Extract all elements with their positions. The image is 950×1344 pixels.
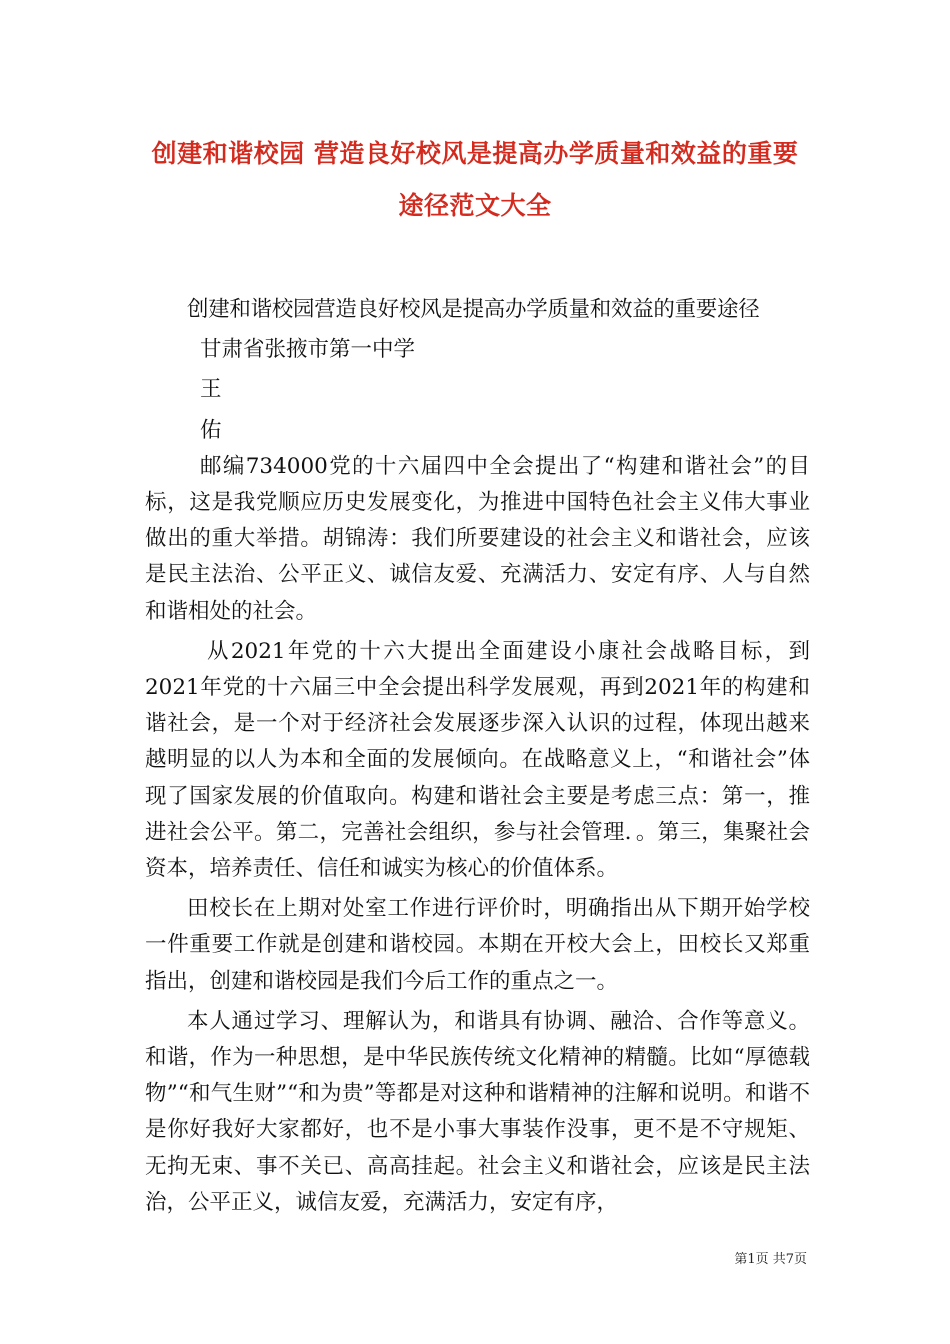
article-subtitle: 创建和谐校园营造良好校风是提高办学质量和效益的重要途径 — [187, 297, 760, 322]
document-title — [120, 128, 830, 232]
paragraph-2: 从2021年党的十六大提出全面建设小康社会战略目标，到2021年党的十六届三中全会提出科学发展观，再到2021年的构建和谐社会，是一个对于经济社会发展逐步深入认识的过程，体现出越来越明显的以人为本和全面的发展倾向。在战略意义上，“和谐社会”体现了国家发展的价值取向。构建和谐社会主要是考虑三点：第一，推进社会公平。第二，完善社会组织，参与社会管理．。第三，集聚社会资本，培养责任、信任和诚实为核心的价值体系。 — [145, 638, 810, 882]
paragraph-4: 本人通过学习、理解认为，和谐具有协调、融洽、合作等意义。和谐，作为一种思想，是中华民族传统文化精神的精髓。比如“厚德载物”“和气生财”“和为贵”等都是对这种和谐精神的注解和说明。和谐不是你好我好大家都好，也不是小事大事装作没事，更不是不守规矩、无拘无束、事不关已、高高挂起。社会主义和谐社会，应该是民主法治，公平正义，诚信友爱，充满活力，安定有序， — [145, 1008, 810, 1215]
title-line-1: 创建和谐校园 营造良好校风是提高办学质量和效益的重要 — [151, 139, 799, 168]
title-line-2: 途径范文大全 — [398, 191, 552, 220]
page-number: 第1页 共7页 — [734, 1252, 807, 1267]
author-char-1: 王 — [200, 377, 222, 403]
paragraph-3: 田校长在上期对处室工作进行评价时，明确指出从下期开始学校一件重要工作就是创建和谐校园。本期在开校大会上，田校长又郑重指出，创建和谐校园是我们今后工作的重点之一。 — [145, 896, 810, 994]
document-body — [145, 292, 810, 1221]
author-char-2: 佑 — [200, 417, 222, 443]
school-name: 甘肃省张掖市第一中学 — [200, 337, 416, 363]
paragraph-1: 邮编734000党的十六届四中全会提出了“构建和谐社会”的目标，这是我党顺应历史发展变化，为推进中国特色社会主义伟大事业做出的重大举措。胡锦涛：我们所要建设的社会主义和谐社会，应该是民主法治、公平正义、诚信友爱、充满活力、安定有序、人与自然和谐相处的社会。 — [145, 453, 810, 624]
